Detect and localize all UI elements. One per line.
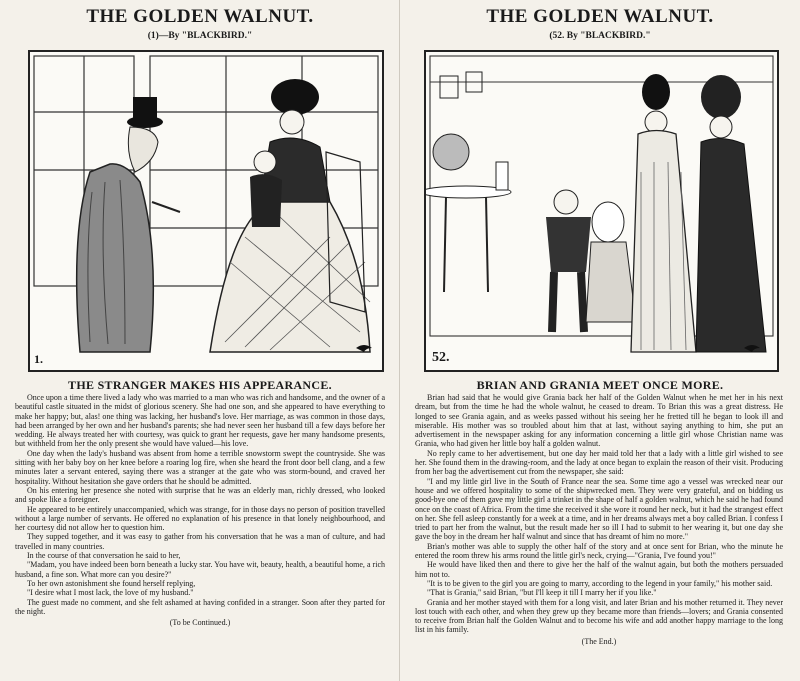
story-paragraph: On his entering her presence she noted with surprise that he was an elderly man, richly dressed, who looked and spoke like a foreigner.: [15, 485, 385, 505]
story-paragraph: In the course of that conversation he said to her,: [27, 551, 181, 561]
plate-number: 52.: [432, 350, 450, 365]
story-text: [415, 393, 783, 646]
story-paragraph: One day when the lady's husband was absent from home a terrible snowstorm swept the countryside. She was sitting with her baby boy on her knee before a roaring log fire, when she heard the front door bell clang, and a few minutes later a servant entered, saying there was a stranger at the gate who was storm-bound, and craved her hospitality. Without hesitation she gave orders that he should be admitted.: [15, 448, 385, 486]
story-paragraph: The guest made no comment, and she felt ashamed at having confided in a stranger. Soon after they parted for the night.: [15, 597, 385, 616]
story-paragraph: Once upon a time there lived a lady who was married to a man who was rich and handsome, and the owner of a beautiful castle situated in the midst of glorious scenery. She had one son, and she appeared to have everything to make her happy; but, alas! one thing was lacking, her husband's love. Her marriage, as was common in those days, had been arranged by her own and her husband's parents; she had never seen her husband till a few days before her wedding. He always treated her with courtesy, was quick to grant her requests, gave her many handsome presents, but withheld from her the only present she would have valued—his love.: [15, 393, 385, 449]
page-title: THE GOLDEN WALNUT.: [486, 6, 714, 27]
continued-note: (To be Continued.): [169, 618, 231, 628]
story-paragraph: "Madam, you have indeed been born beneath a lucky star. You have wit, beauty, health, a beautiful home, a rich husband, a fine son. What more can you desire?": [15, 560, 385, 579]
plate-number: 1.: [34, 352, 43, 366]
story-paragraph: He would have liked then and there to give her the half of the walnut again, but both the mothers persuaded him not to.: [415, 560, 783, 579]
illustration-caption: THE STRANGER MAKES HIS APPEARANCE.: [68, 378, 332, 392]
story-paragraph: "That is Grania," said Brian, "but I'll keep it till I marry her if you like.": [427, 588, 657, 598]
byline: (52. By "BLACKBIRD.": [549, 31, 651, 41]
illustration-reunion: [424, 50, 779, 372]
illustration-stranger: [28, 50, 384, 372]
story-paragraph: He appeared to be entirely unaccompanied, which was strange, for in those days no person of position travelled without a large number of servants. He offered no explanation of his presence in that lonely neighbourhood, and her courtesy did not allow her to question him.: [15, 504, 385, 533]
story-paragraph: "I desire what I most lack, the love of my husband.": [27, 588, 194, 598]
byline: (1)—By "BLACKBIRD.": [147, 31, 253, 41]
story-text: [15, 393, 385, 627]
illustration-drawing: [426, 52, 777, 370]
end-note: (The End.): [581, 636, 617, 646]
story-paragraph: Brian had said that he would give Grania back her half of the Golden Walnut when he met her in his next dream, but from the time he had the whole walnut, he ceased to dream. To Brian this was a great distress. He longed to see Grania again, and as weeks passed without his seeing her he fretted till he began to look ill and miserable. His mother was so troubled about him that at last, without saying anything to him, she put an advertisement in the newspaper asking for any information concerning a little girl whose Christian name was Grania, who had given her little boy half a golden walnut.: [415, 393, 783, 449]
illustration-caption: BRIAN AND GRANIA MEET ONCE MORE.: [476, 378, 724, 392]
story-paragraph: Grania and her mother stayed with them for a long visit, and later Brian and his mother returned it. They never lost touch with each other, and when they grew up they became more than friends—lovers; and Grania consented to receive from Brian half the Golden Walnut and to become his wife and add another happy marriage to the long list in his family.: [415, 597, 783, 635]
story-paragraph: They supped together, and it was easy to gather from his conversation that he was a man of culture, and had travelled in many countries.: [15, 532, 385, 551]
story-paragraph: No reply came to her advertisement, but one day her maid told her that a lady with a little girl wished to see her. She found them in the drawing-room, and the lady at once began to explain the reason of their visit. Producing from her bag the advertisement cut from the newspaper, she said:: [415, 448, 783, 477]
story-paragraph: "I and my little girl live in the South of France near the sea. Some time ago a vessel was wrecked near our house and we offered hospitality to some of the shipwrecked men. They were very grateful, and on bidding us good-bye one of them gave my little girl a trinket in the shape of half a golden walnut, which he said he had found once on the coast of Africa. From the time she received it she wore it round her neck, but it had the strangest effect on her. She fell asleep constantly for a week at a time, and in her dreams always met a boy called Brian. I confess I tried to part her from the walnut, but the result made her so ill I had to submit to her wearing it, but one day she gave the boy in the dream her half walnut and since that has dreamt of him no more.": [415, 476, 783, 542]
story-paragraph: To her own astonishment she found herself replying,: [27, 578, 196, 588]
story-paragraph: Brian's mother was able to supply the other half of the story and at once sent for Brian, who the minute he entered the room threw his arms round the little girl's neck, crying—"Grania, I've found you!": [415, 541, 783, 561]
story-paragraph: "It is to be given to the girl you are going to marry, according to the legend in your family," his mother said.: [427, 578, 773, 588]
illustration-drawing: [30, 52, 382, 370]
page-title: THE GOLDEN WALNUT.: [86, 6, 314, 27]
